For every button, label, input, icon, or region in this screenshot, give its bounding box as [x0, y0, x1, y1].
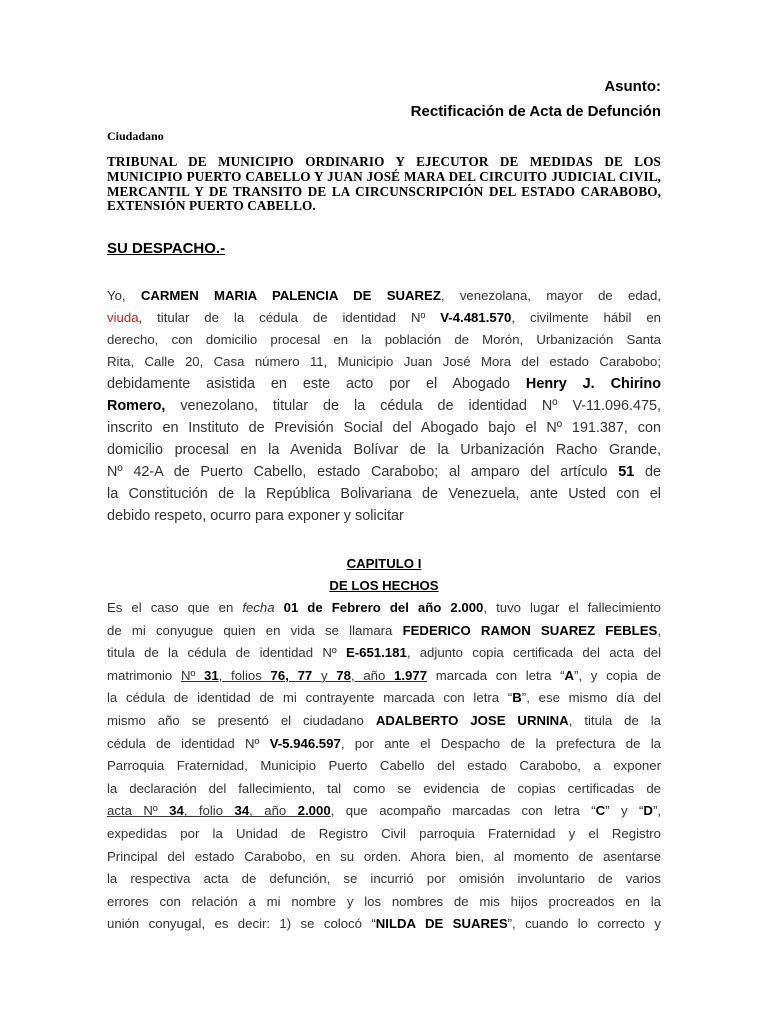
facts-line: expedidas por la Unidad de Registro Civil parroquia Fraternidad y el Registro	[107, 825, 661, 841]
facts-paragraph	[107, 597, 661, 936]
facts-line: la cédula de identidad de mi contrayente marcada con letra “B”, ese mismo día del	[107, 690, 662, 706]
intro-line: Nº 42-A de Puerto Cabello, estado Carabobo; al amparo del artículo 51 de	[107, 464, 661, 480]
facts-line: errores con relación a mi nombre y los nombres de mis hijos procreados en la	[107, 893, 661, 909]
addressee: Ciudadano	[107, 129, 164, 143]
tribunal-name: TRIBUNAL DE MUNICIPIO ORDINARIO Y EJECUTOR DE MEDIDAS DE LOS MUNICIPIO PUERTO CABELLO Y JUAN JOSÉ MARA DEL CIRCUITO JUDICIAL CIVIL, MERCANTIL Y DE TRANSITO DE LA CIRCUNSCRIPCIÓN DEL ESTADO CARABOBO, EXTENSIÓN PUERTO CABELLO.	[107, 154, 661, 214]
intro-line: inscrito en Instituto de Previsión Social del Abogado bajo el Nº 191.387, con	[107, 420, 661, 436]
intro-line: Yo, CARMEN MARIA PALENCIA DE SUAREZ, venezolana, mayor de edad,	[107, 288, 662, 303]
facts-line: cédula de identidad Nº V-5.946.597, por ante el Despacho de la prefectura de la	[107, 735, 661, 751]
intro-paragraph	[107, 285, 661, 527]
intro-line: debido respeto, ocurro para exponer y solicitar	[107, 508, 404, 524]
facts-line: mismo año se presentó el ciudadano ADALBERTO JOSE URNINA, titula de la	[107, 712, 661, 728]
facts-line: Principal del estado Carabobo, en su orden. Ahora bien, al momento de asentarse	[107, 848, 661, 864]
facts-line: matrimonio Nº 31, folios 76, 77 y 78, año 1.977 marcada con letra “A”, y copia de	[107, 667, 662, 683]
intro-line: debidamente asistida en este acto por el Abogado Henry J. Chirino	[107, 376, 661, 392]
subject-block	[411, 74, 661, 124]
facts-line: de mi conyugue quien en vida se llamara FEDERICO RAMON SUAREZ FEBLES,	[107, 622, 662, 638]
chapter-title: DE LOS HECHOS	[329, 578, 439, 593]
intro-line: domicilio procesal en la Avenida Bolívar de la Urbanización Racho Grande,	[107, 442, 661, 458]
facts-line: la respectiva acta de defunción, se incurrió por omisión involuntario de varios	[107, 871, 661, 887]
subject-label: Asunto:	[604, 78, 661, 95]
subject-title: Rectificación de Acta de Defunción	[410, 103, 661, 120]
facts-line: titula de la cédula de identidad Nº E-651.181, adjunto copia certificada del acta del	[107, 645, 661, 661]
intro-line: Romero, venezolano, titular de la cédula de identidad Nº V-11.096.475,	[107, 398, 661, 414]
facts-line: la declaración del fallecimiento, tal como se evidencia de copias certificadas de	[107, 780, 661, 796]
despacho-heading: SU DESPACHO.-	[107, 240, 226, 257]
facts-line: unión conyugal, es decir: 1) se colocó “NILDA DE SUARES”, cuando lo correcto y	[107, 916, 661, 932]
intro-line: la Constitución de la República Bolivariana de Venezuela, ante Usted con el	[107, 486, 661, 502]
intro-line: derecho, con domicilio procesal en la población de Morón, Urbanización Santa	[107, 332, 661, 347]
chapter-number: CAPITULO I	[346, 556, 422, 571]
intro-line: viuda, titular de la cédula de identidad Nº V-4.481.570, civilmente hábil en	[107, 310, 661, 325]
facts-line: Es el caso que en fecha 01 de Febrero del año 2.000, tuvo lugar el fallecimiento	[107, 600, 661, 615]
facts-line: acta Nº 34, folio 34, año 2.000, que acompaño marcadas con letra “C” y “D”,	[107, 803, 661, 819]
intro-line: Rita, Calle 20, Casa número 11, Municipio Juan José Mora del estado Carabobo;	[107, 354, 661, 369]
facts-line: Parroquia Fraternidad, Municipio Puerto Cabello del estado Carabobo, a exponer	[107, 758, 661, 774]
